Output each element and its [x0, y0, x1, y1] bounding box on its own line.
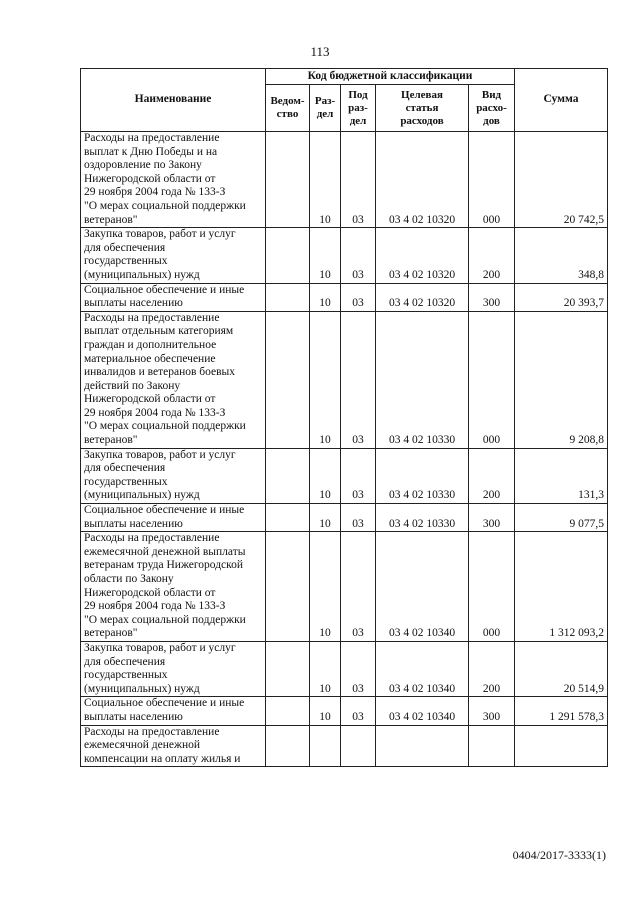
table-row: [81, 641, 608, 696]
row-section-cell: [310, 725, 341, 767]
header-expense-type: Вид расхо- дов: [469, 85, 515, 132]
row-subsection-cell: 03: [341, 448, 376, 503]
row-department-cell: [266, 641, 310, 696]
table-row: [81, 532, 608, 642]
row-section-cell: 10: [310, 228, 341, 283]
row-amount-cell: [515, 725, 608, 767]
row-amount-cell: 9 077,5: [515, 504, 608, 532]
table-row: [81, 132, 608, 228]
header-amount: Сумма: [515, 69, 608, 132]
row-expense-type-cell: 000: [469, 532, 515, 642]
row-subsection-cell: 03: [341, 283, 376, 311]
row-target-article-cell: [376, 725, 469, 767]
row-target-article-cell: 03 4 02 10320: [376, 228, 469, 283]
table-row: [81, 504, 608, 532]
table-row: [81, 725, 608, 767]
page-number: 113: [310, 44, 330, 59]
row-target-article-cell: 03 4 02 10340: [376, 697, 469, 725]
table-row: [81, 311, 608, 448]
document-code: 0404/2017-3333(1): [512, 848, 606, 862]
row-amount-cell: 1 312 093,2: [515, 532, 608, 642]
row-department-cell: [266, 311, 310, 448]
table-row: [81, 283, 608, 311]
row-section-cell: 10: [310, 504, 341, 532]
row-target-article-cell: 03 4 02 10320: [376, 283, 469, 311]
header-subsection: Под раз- дел: [341, 85, 376, 132]
row-section-cell: 10: [310, 532, 341, 642]
row-section-cell: 10: [310, 311, 341, 448]
header-name: Наименование: [81, 69, 266, 132]
row-expense-type-cell: [469, 725, 515, 767]
row-section-cell: 10: [310, 641, 341, 696]
row-amount-cell: 20 393,7: [515, 283, 608, 311]
row-name-cell: Социальное обеспечение и иные выплаты населению: [81, 283, 266, 311]
row-name-cell: Социальное обеспечение и иные выплаты населению: [81, 504, 266, 532]
row-section-cell: 10: [310, 283, 341, 311]
row-target-article-cell: 03 4 02 10320: [376, 132, 469, 228]
row-department-cell: [266, 283, 310, 311]
row-expense-type-cell: 300: [469, 697, 515, 725]
row-expense-type-cell: 300: [469, 504, 515, 532]
table-row: [81, 228, 608, 283]
table-row: [81, 697, 608, 725]
header-department: Ведом- ство: [266, 85, 310, 132]
row-department-cell: [266, 504, 310, 532]
budget-table: [80, 68, 608, 767]
row-subsection-cell: 03: [341, 697, 376, 725]
row-department-cell: [266, 448, 310, 503]
row-name-cell: Социальное обеспечение и иные выплаты населению: [81, 697, 266, 725]
table-row: [81, 448, 608, 503]
row-amount-cell: 20 514,9: [515, 641, 608, 696]
row-section-cell: 10: [310, 697, 341, 725]
row-name-cell: Закупка товаров, работ и услуг для обеспечения государственных (муниципальных) нужд: [81, 448, 266, 503]
row-subsection-cell: 03: [341, 532, 376, 642]
row-subsection-cell: 03: [341, 228, 376, 283]
row-subsection-cell: 03: [341, 132, 376, 228]
row-subsection-cell: 03: [341, 311, 376, 448]
row-department-cell: [266, 132, 310, 228]
row-name-cell: Расходы на предоставление выплат к Дню Победы и на оздоровление по Закону Нижегородской области от 29 ноября 2004 года № 133-З "О мерах социальной поддержки ветеранов": [81, 132, 266, 228]
row-amount-cell: 131,3: [515, 448, 608, 503]
row-expense-type-cell: 000: [469, 132, 515, 228]
row-subsection-cell: 03: [341, 641, 376, 696]
row-subsection-cell: [341, 725, 376, 767]
row-target-article-cell: 03 4 02 10330: [376, 504, 469, 532]
row-amount-cell: 1 291 578,3: [515, 697, 608, 725]
row-target-article-cell: 03 4 02 10340: [376, 532, 469, 642]
row-section-cell: 10: [310, 448, 341, 503]
row-name-cell: Закупка товаров, работ и услуг для обеспечения государственных (муниципальных) нужд: [81, 641, 266, 696]
row-department-cell: [266, 532, 310, 642]
row-expense-type-cell: 300: [469, 283, 515, 311]
row-department-cell: [266, 725, 310, 767]
row-amount-cell: 9 208,8: [515, 311, 608, 448]
row-name-cell: Закупка товаров, работ и услуг для обеспечения государственных (муниципальных) нужд: [81, 228, 266, 283]
header-classification-group: Код бюджетной классификации: [266, 69, 515, 85]
row-name-cell: Расходы на предоставление ежемесячной денежной выплаты ветеранам труда Нижегородской области по Закону Нижегородской области от 29 ноября 2004 года № 133-З "О мерах социальной поддержки ветеранов": [81, 532, 266, 642]
header-target-article: Целевая статья расходов: [376, 85, 469, 132]
row-section-cell: 10: [310, 132, 341, 228]
row-amount-cell: 20 742,5: [515, 132, 608, 228]
row-target-article-cell: 03 4 02 10330: [376, 448, 469, 503]
row-target-article-cell: 03 4 02 10340: [376, 641, 469, 696]
row-expense-type-cell: 200: [469, 228, 515, 283]
row-name-cell: Расходы на предоставление ежемесячной денежной компенсации на оплату жилья и: [81, 725, 266, 767]
row-name-cell: Расходы на предоставление выплат отдельным категориям граждан и дополнительное материальное обеспечение инвалидов и ветеранов боевых действий по Закону Нижегородской области от 29 ноября 2004 года № 133-З "О мерах социальной поддержки ветеранов": [81, 311, 266, 448]
row-amount-cell: 348,8: [515, 228, 608, 283]
header-section: Раз- дел: [310, 85, 341, 132]
row-subsection-cell: 03: [341, 504, 376, 532]
row-department-cell: [266, 228, 310, 283]
row-expense-type-cell: 200: [469, 641, 515, 696]
row-department-cell: [266, 697, 310, 725]
table-body: [81, 132, 608, 767]
row-expense-type-cell: 000: [469, 311, 515, 448]
row-target-article-cell: 03 4 02 10330: [376, 311, 469, 448]
row-expense-type-cell: 200: [469, 448, 515, 503]
